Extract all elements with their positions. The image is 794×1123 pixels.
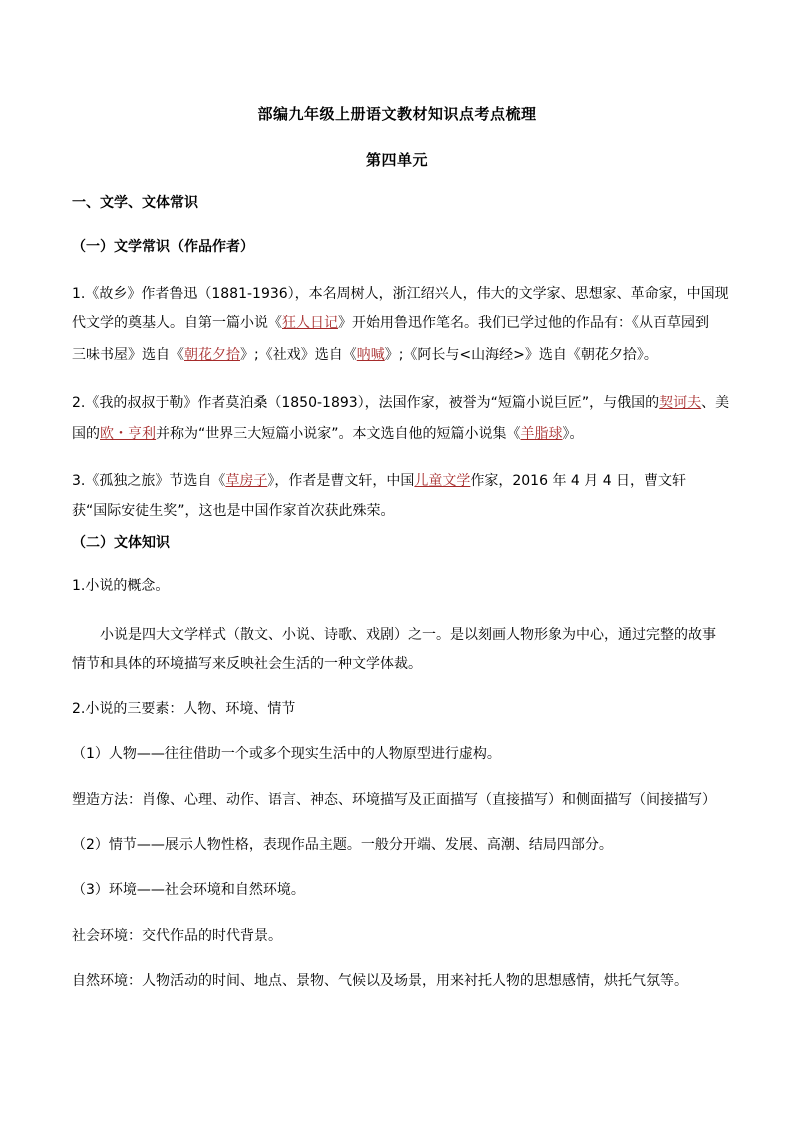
paragraph-line: 自然环境：人物活动的时间、地点、景物、气候以及场景，用来衬托人物的思想感情，烘托气氛等。 — [72, 973, 688, 989]
unit-title: 第四单元 — [365, 151, 428, 169]
text-span: 代文学的奠基人。自第一篇小说《 — [72, 315, 282, 331]
text-span: 》，作者是曹文轩，中国 — [267, 473, 415, 489]
section-heading: 一、文学、文体常识 — [72, 195, 198, 211]
paragraph-line: 2.小说的三要素：人物、环境、情节 — [72, 701, 296, 717]
keyword-link[interactable]: 朝花夕拾 — [184, 347, 240, 363]
text-span: 》;《社戏》选自《 — [240, 347, 357, 363]
document-title: 部编九年级上册语文教材知识点考点梳理 — [257, 105, 537, 123]
keyword-link[interactable]: 羊脂球 — [520, 426, 563, 442]
paragraph-line: （1）人物——往往借助一个或多个现实生活中的人物原型进行虚构。 — [72, 746, 501, 762]
paragraph-line: 获“国际安徒生奖”，这也是中国作家首次获此殊荣。 — [72, 503, 395, 519]
paragraph-line — [72, 314, 732, 332]
paragraph-line: 塑造方法：肖像、心理、动作、语言、神态、环境描写及正面描写（直接描写）和侧面描写（间接描写） — [72, 792, 716, 808]
keyword-link[interactable]: 呐喊 — [356, 347, 385, 363]
paragraph-line: （3）环境——社会环境和自然环境。 — [72, 882, 305, 898]
text-span: 》开始用鲁迅作笔名。我们已学过他的作品有：《从百草园到 — [338, 315, 709, 331]
keyword-link[interactable]: 儿童文学 — [414, 473, 471, 489]
text-span: 2.《我的叔叔于勒》作者莫泊桑（1850-1893），法国作家，被誉为“短篇小说巨匠”，与俄国的 — [72, 395, 660, 411]
paragraph-line: 1.小说的概念。 — [72, 578, 170, 594]
paragraph-line: 社会环境：交代作品的时代背景。 — [72, 928, 282, 944]
paragraph-line — [72, 394, 732, 412]
paragraph-line — [72, 472, 732, 490]
text-span: 》。 — [562, 426, 584, 442]
paragraph-line — [72, 425, 732, 443]
keyword-link[interactable]: 欧・亨利 — [100, 426, 156, 442]
text-span: 3.《孤独之旅》节选自《 — [72, 473, 226, 489]
paragraph-line — [72, 346, 732, 364]
paragraph-line: 情节和具体的环境描写来反映社会生活的一种文学体裁。 — [72, 656, 422, 672]
paragraph-line: 小说是四大文学样式（散文、小说、诗歌、戏剧）之一。是以刻画人物形象为中心，通过完整的故事 — [100, 627, 716, 643]
keyword-link[interactable]: 草房子 — [225, 473, 268, 489]
text-span: 》;《阿长与<山海经>》选自《朝花夕拾》。 — [384, 347, 658, 363]
paragraph-line: （2）情节——展示人物性格，表现作品主题。一般分开端、发展、高潮、结局四部分。 — [72, 837, 613, 853]
text-span: 并称为“世界三大短篇小说家”。本文选自他的短篇小说集《 — [156, 426, 521, 442]
keyword-link[interactable]: 狂人日记 — [282, 315, 338, 331]
text-span: 三味书屋》选自《 — [72, 347, 184, 363]
text-span: 、美 — [701, 395, 730, 411]
text-span: 国的 — [72, 426, 100, 442]
subsection-heading: （二）文体知识 — [72, 535, 170, 551]
paragraph-line: 1.《故乡》作者鲁迅（1881-1936），本名周树人，浙江绍兴人，伟大的文学家、思想家、革命家，中国现 — [72, 286, 729, 302]
subsection-heading: （一）文学常识（作品作者） — [72, 239, 254, 255]
text-span: 作家，2016 年 4 月 4 日，曹文轩 — [470, 473, 687, 489]
keyword-link[interactable]: 契诃夫 — [659, 395, 702, 411]
